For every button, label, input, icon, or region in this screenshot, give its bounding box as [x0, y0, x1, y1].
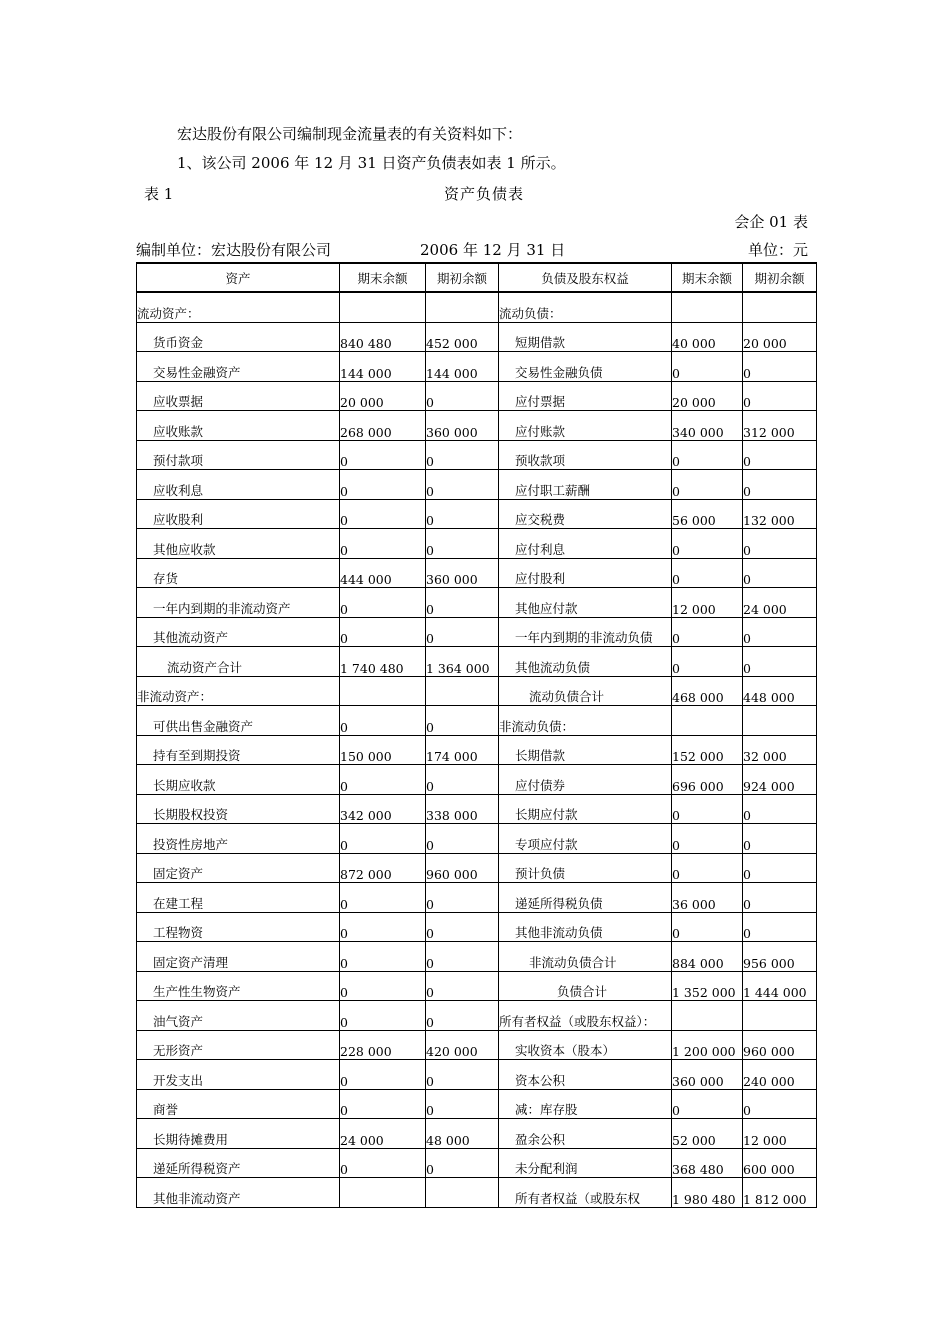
liability-begin-cell: 600 000 [743, 1148, 817, 1178]
liability-end-cell [672, 1001, 743, 1031]
liability-name-cell: 预收款项 [499, 440, 672, 470]
liability-name-cell: 所有者权益（或股东权 [499, 1178, 672, 1208]
asset-end-cell: 0 [340, 499, 426, 529]
asset-name-cell: 工程物资 [137, 912, 340, 942]
column-header-asset-begin: 期初余额 [426, 263, 499, 292]
liability-begin-cell: 20 000 [743, 322, 817, 352]
liability-begin-cell: 0 [743, 1089, 817, 1119]
asset-name-cell: 应收利息 [137, 470, 340, 500]
table-row [137, 292, 817, 322]
asset-end-cell: 0 [340, 942, 426, 972]
reporting-unit: 编制单位：宏达股份有限公司 [136, 241, 332, 259]
column-header-liability-begin: 期初余额 [743, 263, 817, 292]
liability-name-cell: 应付利息 [499, 529, 672, 559]
asset-name-cell: 长期应收款 [137, 765, 340, 795]
asset-name-cell: 一年内到期的非流动资产 [137, 588, 340, 618]
asset-name-cell: 流动资产： [137, 292, 340, 322]
liability-name-cell: 其他非流动负债 [499, 912, 672, 942]
liability-name-cell: 实收资本（股本） [499, 1030, 672, 1060]
asset-end-cell: 20 000 [340, 381, 426, 411]
asset-name-cell: 无形资产 [137, 1030, 340, 1060]
asset-begin-cell: 144 000 [426, 352, 499, 382]
liability-begin-cell: 240 000 [743, 1060, 817, 1090]
liability-end-cell: 52 000 [672, 1119, 743, 1149]
liability-name-cell: 其他流动负债 [499, 647, 672, 677]
asset-name-cell: 开发支出 [137, 1060, 340, 1090]
form-code: 会企 01 表 [734, 213, 808, 231]
liability-end-cell: 40 000 [672, 322, 743, 352]
liability-begin-cell: 12 000 [743, 1119, 817, 1149]
asset-begin-cell: 0 [426, 1089, 499, 1119]
liability-name-cell: 减：库存股 [499, 1089, 672, 1119]
asset-begin-cell: 960 000 [426, 853, 499, 883]
asset-begin-cell: 0 [426, 971, 499, 1001]
table-row [137, 529, 817, 559]
liability-begin-cell: 0 [743, 883, 817, 913]
liability-name-cell: 一年内到期的非流动负债 [499, 617, 672, 647]
asset-begin-cell: 0 [426, 499, 499, 529]
asset-end-cell: 268 000 [340, 411, 426, 441]
asset-end-cell: 0 [340, 1060, 426, 1090]
asset-end-cell: 0 [340, 529, 426, 559]
liability-name-cell: 应付职工薪酬 [499, 470, 672, 500]
asset-end-cell: 0 [340, 1089, 426, 1119]
liability-name-cell: 应付票据 [499, 381, 672, 411]
table-row [137, 676, 817, 706]
liability-end-cell: 0 [672, 440, 743, 470]
liability-begin-cell: 0 [743, 558, 817, 588]
liability-begin-cell: 132 000 [743, 499, 817, 529]
liability-name-cell: 非流动负债合计 [499, 942, 672, 972]
liability-name-cell: 未分配利润 [499, 1148, 672, 1178]
asset-name-cell: 商誉 [137, 1089, 340, 1119]
asset-begin-cell: 0 [426, 529, 499, 559]
asset-name-cell: 固定资产清理 [137, 942, 340, 972]
asset-end-cell: 0 [340, 765, 426, 795]
liability-name-cell: 应交税费 [499, 499, 672, 529]
asset-name-cell: 油气资产 [137, 1001, 340, 1031]
liability-end-cell: 1 352 000 [672, 971, 743, 1001]
liability-begin-cell: 960 000 [743, 1030, 817, 1060]
liability-end-cell: 468 000 [672, 676, 743, 706]
asset-name-cell: 持有至到期投资 [137, 735, 340, 765]
table-row [137, 853, 817, 883]
intro-line-2: 1、该公司 2006 年 12 月 31 日资产负债表如表 1 所示。 [177, 154, 566, 172]
asset-end-cell [340, 676, 426, 706]
liability-end-cell: 0 [672, 853, 743, 883]
asset-name-cell: 生产性生物资产 [137, 971, 340, 1001]
liability-begin-cell: 924 000 [743, 765, 817, 795]
liability-end-cell: 0 [672, 558, 743, 588]
asset-begin-cell [426, 676, 499, 706]
liability-begin-cell [743, 292, 817, 322]
liability-end-cell [672, 292, 743, 322]
liability-name-cell: 所有者权益（或股东权益）： [499, 1001, 672, 1031]
asset-name-cell: 应收账款 [137, 411, 340, 441]
table-row [137, 971, 817, 1001]
table-row [137, 706, 817, 736]
asset-name-cell: 其他应收款 [137, 529, 340, 559]
asset-begin-cell: 420 000 [426, 1030, 499, 1060]
table-header-row [137, 263, 817, 292]
table-row [137, 1060, 817, 1090]
asset-begin-cell: 48 000 [426, 1119, 499, 1149]
liability-end-cell: 1 200 000 [672, 1030, 743, 1060]
liability-begin-cell: 0 [743, 794, 817, 824]
asset-begin-cell: 360 000 [426, 411, 499, 441]
asset-begin-cell: 0 [426, 440, 499, 470]
asset-name-cell: 非流动资产： [137, 676, 340, 706]
table-row [137, 912, 817, 942]
liability-begin-cell: 0 [743, 440, 817, 470]
liability-end-cell: 0 [672, 824, 743, 854]
table-row [137, 617, 817, 647]
liability-end-cell: 884 000 [672, 942, 743, 972]
liability-end-cell: 36 000 [672, 883, 743, 913]
asset-begin-cell: 0 [426, 1001, 499, 1031]
asset-name-cell: 可供出售金融资产 [137, 706, 340, 736]
asset-begin-cell: 0 [426, 912, 499, 942]
asset-begin-cell: 0 [426, 824, 499, 854]
asset-name-cell: 货币资金 [137, 322, 340, 352]
liability-begin-cell: 1 444 000 [743, 971, 817, 1001]
table-header-line [136, 239, 808, 259]
asset-end-cell [340, 1178, 426, 1208]
liability-name-cell: 长期借款 [499, 735, 672, 765]
column-header-asset-name: 资产 [137, 263, 340, 292]
asset-end-cell: 0 [340, 470, 426, 500]
asset-end-cell: 444 000 [340, 558, 426, 588]
liability-end-cell: 1 980 480 [672, 1178, 743, 1208]
balance-sheet-body [137, 263, 817, 1207]
asset-end-cell: 0 [340, 912, 426, 942]
asset-end-cell: 872 000 [340, 853, 426, 883]
table-row [137, 824, 817, 854]
table-row [137, 1178, 817, 1208]
liability-end-cell: 0 [672, 352, 743, 382]
asset-end-cell: 840 480 [340, 322, 426, 352]
liability-end-cell: 0 [672, 647, 743, 677]
table-row [137, 1001, 817, 1031]
table-row [137, 470, 817, 500]
asset-end-cell: 342 000 [340, 794, 426, 824]
asset-name-cell: 流动资产合计 [137, 647, 340, 677]
column-header-liability-name: 负债及股东权益 [499, 263, 672, 292]
liability-begin-cell: 0 [743, 617, 817, 647]
column-header-asset-end: 期末余额 [340, 263, 426, 292]
asset-end-cell: 0 [340, 824, 426, 854]
liability-end-cell: 696 000 [672, 765, 743, 795]
asset-begin-cell: 0 [426, 942, 499, 972]
asset-name-cell: 递延所得税资产 [137, 1148, 340, 1178]
asset-end-cell: 0 [340, 1001, 426, 1031]
asset-begin-cell: 338 000 [426, 794, 499, 824]
liability-begin-cell: 0 [743, 824, 817, 854]
asset-end-cell: 144 000 [340, 352, 426, 382]
liability-begin-cell: 0 [743, 470, 817, 500]
asset-end-cell: 0 [340, 706, 426, 736]
asset-end-cell: 0 [340, 440, 426, 470]
asset-end-cell: 0 [340, 1148, 426, 1178]
liability-begin-cell: 448 000 [743, 676, 817, 706]
liability-name-cell: 预计负债 [499, 853, 672, 883]
asset-end-cell [340, 292, 426, 322]
asset-name-cell: 预付款项 [137, 440, 340, 470]
liability-begin-cell: 1 812 000 [743, 1178, 817, 1208]
table-row [137, 1148, 817, 1178]
intro-line-1: 宏达股份有限公司编制现金流量表的有关资料如下： [177, 125, 523, 143]
asset-name-cell: 应收票据 [137, 381, 340, 411]
table-row [137, 1089, 817, 1119]
liability-end-cell: 0 [672, 1089, 743, 1119]
liability-name-cell: 流动负债： [499, 292, 672, 322]
table-row [137, 1119, 817, 1149]
table-row [137, 440, 817, 470]
asset-begin-cell: 0 [426, 765, 499, 795]
balance-sheet-table [136, 262, 817, 1208]
currency-unit: 单位：元 [747, 241, 808, 259]
liability-name-cell: 应付股利 [499, 558, 672, 588]
asset-begin-cell: 0 [426, 706, 499, 736]
asset-name-cell: 交易性金融资产 [137, 352, 340, 382]
liability-end-cell: 340 000 [672, 411, 743, 441]
table-row [137, 765, 817, 795]
asset-end-cell: 1 740 480 [340, 647, 426, 677]
liability-begin-cell: 956 000 [743, 942, 817, 972]
asset-begin-cell: 0 [426, 883, 499, 913]
asset-end-cell: 0 [340, 971, 426, 1001]
asset-end-cell: 150 000 [340, 735, 426, 765]
table-row [137, 411, 817, 441]
liability-name-cell: 负债合计 [499, 971, 672, 1001]
liability-name-cell: 非流动负债： [499, 706, 672, 736]
liability-end-cell: 368 480 [672, 1148, 743, 1178]
table-row [137, 322, 817, 352]
liability-end-cell: 360 000 [672, 1060, 743, 1090]
table-title: 资产负债表 [444, 185, 525, 203]
liability-begin-cell: 24 000 [743, 588, 817, 618]
liability-begin-cell [743, 1001, 817, 1031]
column-header-liability-end: 期末余额 [672, 263, 743, 292]
liability-name-cell: 资本公积 [499, 1060, 672, 1090]
asset-name-cell: 在建工程 [137, 883, 340, 913]
table-row [137, 942, 817, 972]
table-row [137, 735, 817, 765]
asset-name-cell: 长期股权投资 [137, 794, 340, 824]
liability-begin-cell [743, 706, 817, 736]
liability-end-cell: 0 [672, 470, 743, 500]
asset-begin-cell: 174 000 [426, 735, 499, 765]
table-row [137, 794, 817, 824]
table-row [137, 352, 817, 382]
liability-begin-cell: 0 [743, 352, 817, 382]
table-row [137, 381, 817, 411]
liability-name-cell: 流动负债合计 [499, 676, 672, 706]
liability-name-cell: 专项应付款 [499, 824, 672, 854]
asset-begin-cell: 0 [426, 381, 499, 411]
asset-begin-cell: 0 [426, 617, 499, 647]
liability-name-cell: 应付账款 [499, 411, 672, 441]
asset-name-cell: 长期待摊费用 [137, 1119, 340, 1149]
liability-end-cell: 152 000 [672, 735, 743, 765]
table-row [137, 558, 817, 588]
liability-end-cell [672, 706, 743, 736]
table-row [137, 588, 817, 618]
liability-end-cell: 56 000 [672, 499, 743, 529]
liability-name-cell: 其他应付款 [499, 588, 672, 618]
asset-begin-cell: 0 [426, 470, 499, 500]
asset-begin-cell [426, 1178, 499, 1208]
liability-end-cell: 12 000 [672, 588, 743, 618]
asset-begin-cell: 1 364 000 [426, 647, 499, 677]
liability-end-cell: 0 [672, 794, 743, 824]
liability-name-cell: 递延所得税负债 [499, 883, 672, 913]
liability-name-cell: 应付债券 [499, 765, 672, 795]
liability-begin-cell: 0 [743, 853, 817, 883]
liability-name-cell: 长期应付款 [499, 794, 672, 824]
asset-begin-cell [426, 292, 499, 322]
liability-begin-cell: 32 000 [743, 735, 817, 765]
table-row [137, 499, 817, 529]
liability-end-cell: 0 [672, 617, 743, 647]
liability-begin-cell: 0 [743, 529, 817, 559]
table-row [137, 1030, 817, 1060]
liability-name-cell: 盈余公积 [499, 1119, 672, 1149]
asset-begin-cell: 452 000 [426, 322, 499, 352]
liability-end-cell: 0 [672, 912, 743, 942]
liability-begin-cell: 0 [743, 647, 817, 677]
asset-name-cell: 投资性房地产 [137, 824, 340, 854]
liability-name-cell: 短期借款 [499, 322, 672, 352]
liability-name-cell: 交易性金融负债 [499, 352, 672, 382]
liability-end-cell: 20 000 [672, 381, 743, 411]
asset-end-cell: 24 000 [340, 1119, 426, 1149]
asset-begin-cell: 0 [426, 588, 499, 618]
asset-end-cell: 0 [340, 883, 426, 913]
table-row [137, 647, 817, 677]
asset-begin-cell: 0 [426, 1060, 499, 1090]
liability-begin-cell: 312 000 [743, 411, 817, 441]
asset-begin-cell: 0 [426, 1148, 499, 1178]
liability-begin-cell: 0 [743, 381, 817, 411]
asset-begin-cell: 360 000 [426, 558, 499, 588]
asset-name-cell: 其他非流动资产 [137, 1178, 340, 1208]
asset-name-cell: 应收股利 [137, 499, 340, 529]
liability-begin-cell: 0 [743, 912, 817, 942]
table-row [137, 883, 817, 913]
asset-name-cell: 其他流动资产 [137, 617, 340, 647]
asset-end-cell: 228 000 [340, 1030, 426, 1060]
liability-end-cell: 0 [672, 529, 743, 559]
asset-name-cell: 固定资产 [137, 853, 340, 883]
table-number: 表 1 [144, 185, 174, 203]
report-date: 2006 年 12 月 31 日 [420, 241, 566, 259]
asset-name-cell: 存货 [137, 558, 340, 588]
asset-end-cell: 0 [340, 617, 426, 647]
asset-end-cell: 0 [340, 588, 426, 618]
